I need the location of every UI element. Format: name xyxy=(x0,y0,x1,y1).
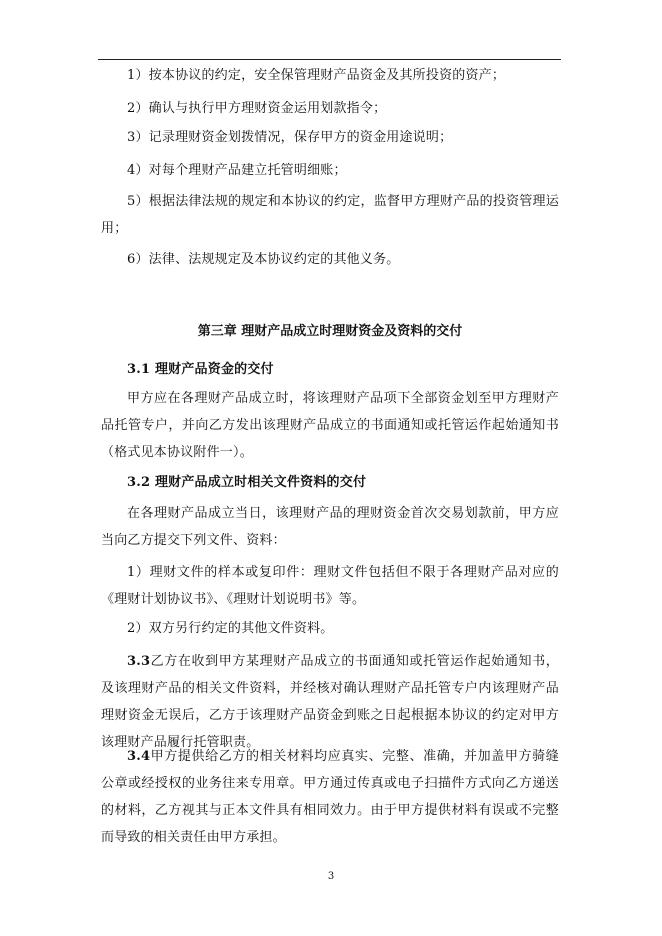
section-3-4-number: 3.4 xyxy=(127,749,151,764)
duty-item: 4）对每个理财产品建立托管明细账； xyxy=(127,163,347,178)
section-3-3-text: 乙方在收到甲方某理财产品成立的书面通知或托管运作起始通知书，及该理财产品的相关文件资料，并经核对确认理财产品托管专户内该理财产品理财资金无误后，乙方于该理财产品资金到账之日起根据本协议的约定对甲方该理财产品履行托管职责。 xyxy=(101,654,559,750)
section-3-2-intro: 在各理财产品成立当日，该理财产品的理财资金首次交易划款前，甲方应当向乙方提交下列文件、资料： xyxy=(101,506,559,548)
section-heading-3-1: 3.1 理财产品资金的交付 xyxy=(127,362,274,377)
section-3-2-item-2: 2）双方另行约定的其他文件资料。 xyxy=(127,621,334,636)
section-heading-3-2: 3.2 理财产品成立时相关文件资料的交付 xyxy=(127,475,367,490)
duty-item: 1）按本协议的约定，安全保管理财产品资金及其所投资的资产； xyxy=(127,68,506,83)
duty-item: 5）根据法律法规的规定和本协议的约定，监督甲方理财产品的投资管理运用； xyxy=(101,194,559,236)
chapter-title: 第三章 理财产品成立时理财资金及资料的交付 xyxy=(197,324,463,339)
duty-item: 2）确认与执行甲方理财资金运用划款指令； xyxy=(127,101,387,116)
page-number: 3 xyxy=(327,871,335,882)
section-3-3-number: 3.3 xyxy=(127,654,151,669)
section-3-3 xyxy=(101,648,559,756)
section-3-4 xyxy=(101,743,559,851)
section-3-2-item-1: 1）理财文件的样本或复印件：理财文件包括但不限于各理财产品对应的《理财计划协议书》、《理财计划说明书》等。 xyxy=(101,565,559,607)
section-3-4-text: 甲方提供给乙方的相关材料均应真实、完整、准确，并加盖甲方骑缝公章或经授权的业务往来专用章。甲方通过传真或电子扫描件方式向乙方递送的材料，乙方视其与正本文件具有相同效力。由于甲方提供材料有误或不完整而导致的相关责任由甲方承担。 xyxy=(101,749,559,845)
duty-item: 6）法律、法规规定及本协议约定的其他义务。 xyxy=(127,252,400,267)
section-3-1-text: 甲方应在各理财产品成立时，将该理财产品项下全部资金划至甲方理财产品托管专户，并向乙方发出该理财产品成立的书面通知或托管运作起始通知书（格式见本协议附件一）。 xyxy=(101,391,559,460)
duty-item: 3）记录理财资金划拨情况，保存甲方的资金用途说明； xyxy=(127,130,453,145)
header-rule xyxy=(98,59,561,60)
